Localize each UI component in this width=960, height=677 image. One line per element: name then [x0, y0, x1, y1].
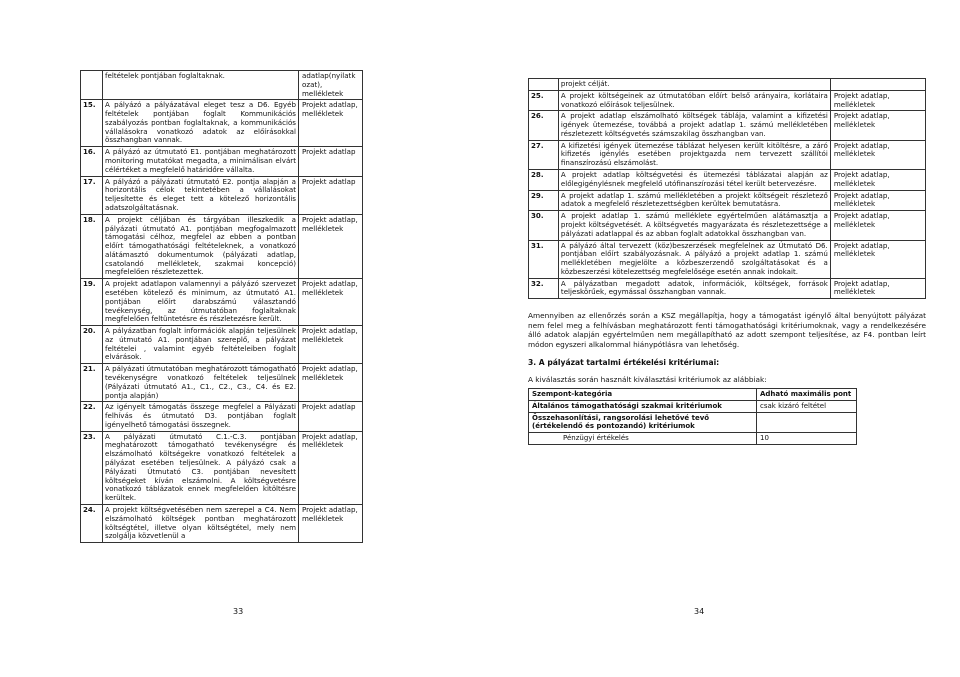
- left-page: [80, 70, 362, 543]
- criteria-header-row: [529, 389, 857, 401]
- row-text: A projekt adatlap költségvetési és ütemezési táblázatai alapján az előlegigénylésnek megfelelő utófinanszírozási tétel került betervezésre.: [558, 170, 830, 191]
- row-number: 16.: [81, 147, 103, 176]
- row-document: Projekt adatlap, mellékletek: [830, 240, 925, 278]
- row-document: Projekt adatlap, mellékletek: [830, 278, 925, 299]
- row-document: Projekt adatlap, mellékletek: [299, 214, 363, 278]
- row-text: A projekt adatlap elszámolható költségek táblája, valamint a kifizetési igények ütemezése, továbbá a projekt adatlap 1. számú mellékletében részletezett költségvetés számszakilag összhangban van.: [558, 111, 830, 140]
- hiánypótlás-paragraph: Amennyiben az ellenőrzés során a KSZ megállapítja, hogy a támogatást igénylő által benyújtott pályázat nem felel meg a felhívásban meghatározott fenti támogathatósági kritériumoknak, vagy a rendelkezésére álló adatok alapján egyértelműen nem megállapítható az adott szempont teljesítése, az F4. pontban leírt módon egyszeri alkalommal hiánypótlásra van lehetőség.: [528, 311, 926, 349]
- row-document: Projekt adatlap: [299, 147, 363, 176]
- row-document: Projekt adatlap, mellékletek: [830, 111, 925, 140]
- table-row: [529, 90, 926, 111]
- criteria-points: 10: [757, 433, 857, 445]
- row-text: A pályázó a pályázatával eleget tesz a D6. Egyéb feltételek pontjában foglalt Kommunikációs szabályozás pontban foglaltaknak, a kommunikációs vállalásokra vonatkozó adatok az előírásokkal összhangban vannak.: [103, 100, 299, 147]
- page-number-right: 34: [694, 607, 705, 616]
- criteria-table: [528, 388, 857, 445]
- row-number: [81, 71, 103, 100]
- row-text: A pályázó az útmutató E1. pontjában meghatározott monitoring mutatókat megadta, a minimálisan elvárt célértéket a megfelelő határidőre vállalta.: [103, 147, 299, 176]
- table-row: [529, 111, 926, 140]
- section-title: 3. A pályázat tartalmi értékelési kritériumai:: [528, 358, 720, 368]
- row-number: 26.: [529, 111, 559, 140]
- row-text: A pályázatban megadott adatok, információk, költségek, források teljeskörűek, egymással összhangban vannak.: [558, 278, 830, 299]
- criteria-category: Pénzügyi értékelés: [529, 433, 757, 445]
- table-row: [529, 140, 926, 169]
- table-row: [81, 100, 363, 147]
- criteria-header-category: Szempont-kategória: [529, 389, 757, 401]
- table-row: [81, 147, 363, 176]
- criteria-row: [529, 400, 857, 412]
- row-text: A projekt adatlap 1. számú mellékletében a projekt költségeit részletező adatok a megfelelő részletezettségben kerültek bemutatásra.: [558, 190, 830, 211]
- table-row: [529, 190, 926, 211]
- row-document: Projekt adatlap, mellékletek: [299, 504, 363, 542]
- row-text: A projekt költségeinek az útmutatóban előírt belső arányaira, korlátaira vonatkozó előírások teljesülnek.: [558, 90, 830, 111]
- row-document: Projekt adatlap: [299, 176, 363, 214]
- criteria-header-points: Adható maximális pont: [757, 389, 857, 401]
- row-number: [529, 79, 559, 91]
- table-row: [81, 279, 363, 326]
- row-document: Projekt adatlap, mellékletek: [830, 190, 925, 211]
- row-number: 29.: [529, 190, 559, 211]
- row-number: 20.: [81, 326, 103, 364]
- row-number: 19.: [81, 279, 103, 326]
- table-row: [81, 364, 363, 402]
- row-text: A pályázó a pályázati útmutató E2. pontja alapján a horizontális célok tekintetében a vállalásokat teljesítette és eleget tett a kötelező horizontális adatszolgáltatásnak.: [103, 176, 299, 214]
- table-row: [81, 402, 363, 431]
- table-row: [81, 431, 363, 504]
- criteria-points: csak kizáró feltétel: [757, 400, 857, 412]
- row-document: Projekt adatlap, mellékletek: [830, 90, 925, 111]
- row-text: A kifizetési igények ütemezése táblázat helyesen került kitöltésre, a záró kifizetés igénylés esetében projektgazda nem tervezett szállítói finanszírozású elszámolást.: [558, 140, 830, 169]
- row-text: A pályázatban foglalt információk alapján teljesülnek az útmutató A1. pontjában szereplő, a pályázat feltételei , valamint egyéb feltételeiben foglalt elvárások.: [103, 326, 299, 364]
- row-document: Projekt adatlap, mellékletek: [299, 364, 363, 402]
- row-number: 24.: [81, 504, 103, 542]
- right-requirements-table: [528, 78, 926, 299]
- row-document: Projekt adatlap, mellékletek: [299, 279, 363, 326]
- row-document: [830, 79, 925, 91]
- row-number: 21.: [81, 364, 103, 402]
- row-text: A pályázati útmutatóban meghatározott támogatható tevékenységre vonatkozó feltételek teljesülnek (Pályázati útmutató A1., C1., C2., C3., C4. és E2. pontja alapján): [103, 364, 299, 402]
- criteria-points: [757, 412, 857, 433]
- table-row: [529, 278, 926, 299]
- row-number: 32.: [529, 278, 559, 299]
- row-number: 15.: [81, 100, 103, 147]
- row-text: A projekt költségvetésében nem szerepel a C4. Nem elszámolható költségek pontban meghatározott költségtétel, illetve olyan költségtétel, mely nem szolgálja közvetlenül a: [103, 504, 299, 542]
- row-number: 31.: [529, 240, 559, 278]
- criteria-category: Összehasonlítási, rangsorolási lehetővé tevő (értékelendő és pontozandó) kritériumok: [529, 412, 757, 433]
- table-row: [81, 176, 363, 214]
- row-text: Az igényelt támogatás összege megfelel a Pályázati felhívás és útmutató D3. pontjában foglalt igényelhető támogatási összegnek.: [103, 402, 299, 431]
- row-number: 28.: [529, 170, 559, 191]
- row-document: Projekt adatlap, mellékletek: [830, 170, 925, 191]
- row-text: A projekt adatlapon valamennyi a pályázó szervezet esetében kötelező és minimum, az útmutató A1. pontjában előírt darabszámú választandó tevékenység, az útmutatóban foglaltaknak megfelelően feltüntetésre és részletezésre került.: [103, 279, 299, 326]
- row-number: 25.: [529, 90, 559, 111]
- row-text: A pályázó által tervezett (köz)beszerzések megfelelnek az Útmutató D6. pontjában előírt szabályozásnak. A pályázó a projekt adatlap 1. számú mellékletében megjelölte a közbeszerzendő szolgáltatásokat és a közbeszerzési kötelezettség megfelelősége esetén annak indokait.: [558, 240, 830, 278]
- criteria-row: [529, 433, 857, 445]
- row-number: 30.: [529, 211, 559, 240]
- row-text: A projekt céljában és tárgyában illeszkedik a pályázati útmutató A1. pontjában megfogalmazott támogatási célhoz, megfelel az ebben a pontban előírt támogathatósági feltételeknek, a vonatkozó alátámasztó dokumentumok (pályázati adatlap, csatolandó mellékletek, szakmai koncepció) megfelelően részletezettek.: [103, 214, 299, 278]
- row-text: A pályázati útmutató C.1.-C.3. pontjában meghatározott támogatható tevékenységre és elszámolható költségekre vonatkozó feltételek a pályázat esetében teljesülnek. A pályázó csak a Pályázati Útmutató C3. pontjában nevesített költségeket kíván elszámolni. A költségvetésre vonatkozó táblázatok ennek megfelelően kitöltésre kerültek.: [103, 431, 299, 504]
- criteria-lead: A kiválasztás során használt kiválasztási kritériumok az alábbiak:: [528, 375, 767, 385]
- row-document: Projekt adatlap, mellékletek: [830, 140, 925, 169]
- table-row: [81, 71, 363, 100]
- row-text: feltételek pontjában foglaltaknak.: [103, 71, 299, 100]
- table-row: [529, 79, 926, 91]
- row-number: 27.: [529, 140, 559, 169]
- right-page: [528, 78, 926, 445]
- row-document: Projekt adatlap, mellékletek: [299, 100, 363, 147]
- table-row: [81, 214, 363, 278]
- row-text: A projekt adatlap 1. számú melléklete egyértelműen alátámasztja a projekt költségvetését. A költségvetés magyarázata és részletezettsége a pályázati adatlappal és az abban foglalt adatokkal összhangban van.: [558, 211, 830, 240]
- row-document: Projekt adatlap: [299, 402, 363, 431]
- row-number: 17.: [81, 176, 103, 214]
- table-row: [81, 326, 363, 364]
- criteria-row: [529, 412, 857, 433]
- left-requirements-table: [80, 70, 363, 543]
- row-document: Projekt adatlap, mellékletek: [830, 211, 925, 240]
- page-number-left: 33: [233, 607, 244, 616]
- row-number: 22.: [81, 402, 103, 431]
- row-number: 23.: [81, 431, 103, 504]
- table-row: [81, 504, 363, 542]
- criteria-category: Általános támogathatósági szakmai kritériumok: [529, 400, 757, 412]
- row-document: adatlap(nyilatk ozat), mellékletek: [299, 71, 363, 100]
- table-row: [529, 240, 926, 278]
- table-row: [529, 170, 926, 191]
- row-document: Projekt adatlap, mellékletek: [299, 326, 363, 364]
- row-text: projekt célját.: [558, 79, 830, 91]
- row-number: 18.: [81, 214, 103, 278]
- row-document: Projekt adatlap, mellékletek: [299, 431, 363, 504]
- table-row: [529, 211, 926, 240]
